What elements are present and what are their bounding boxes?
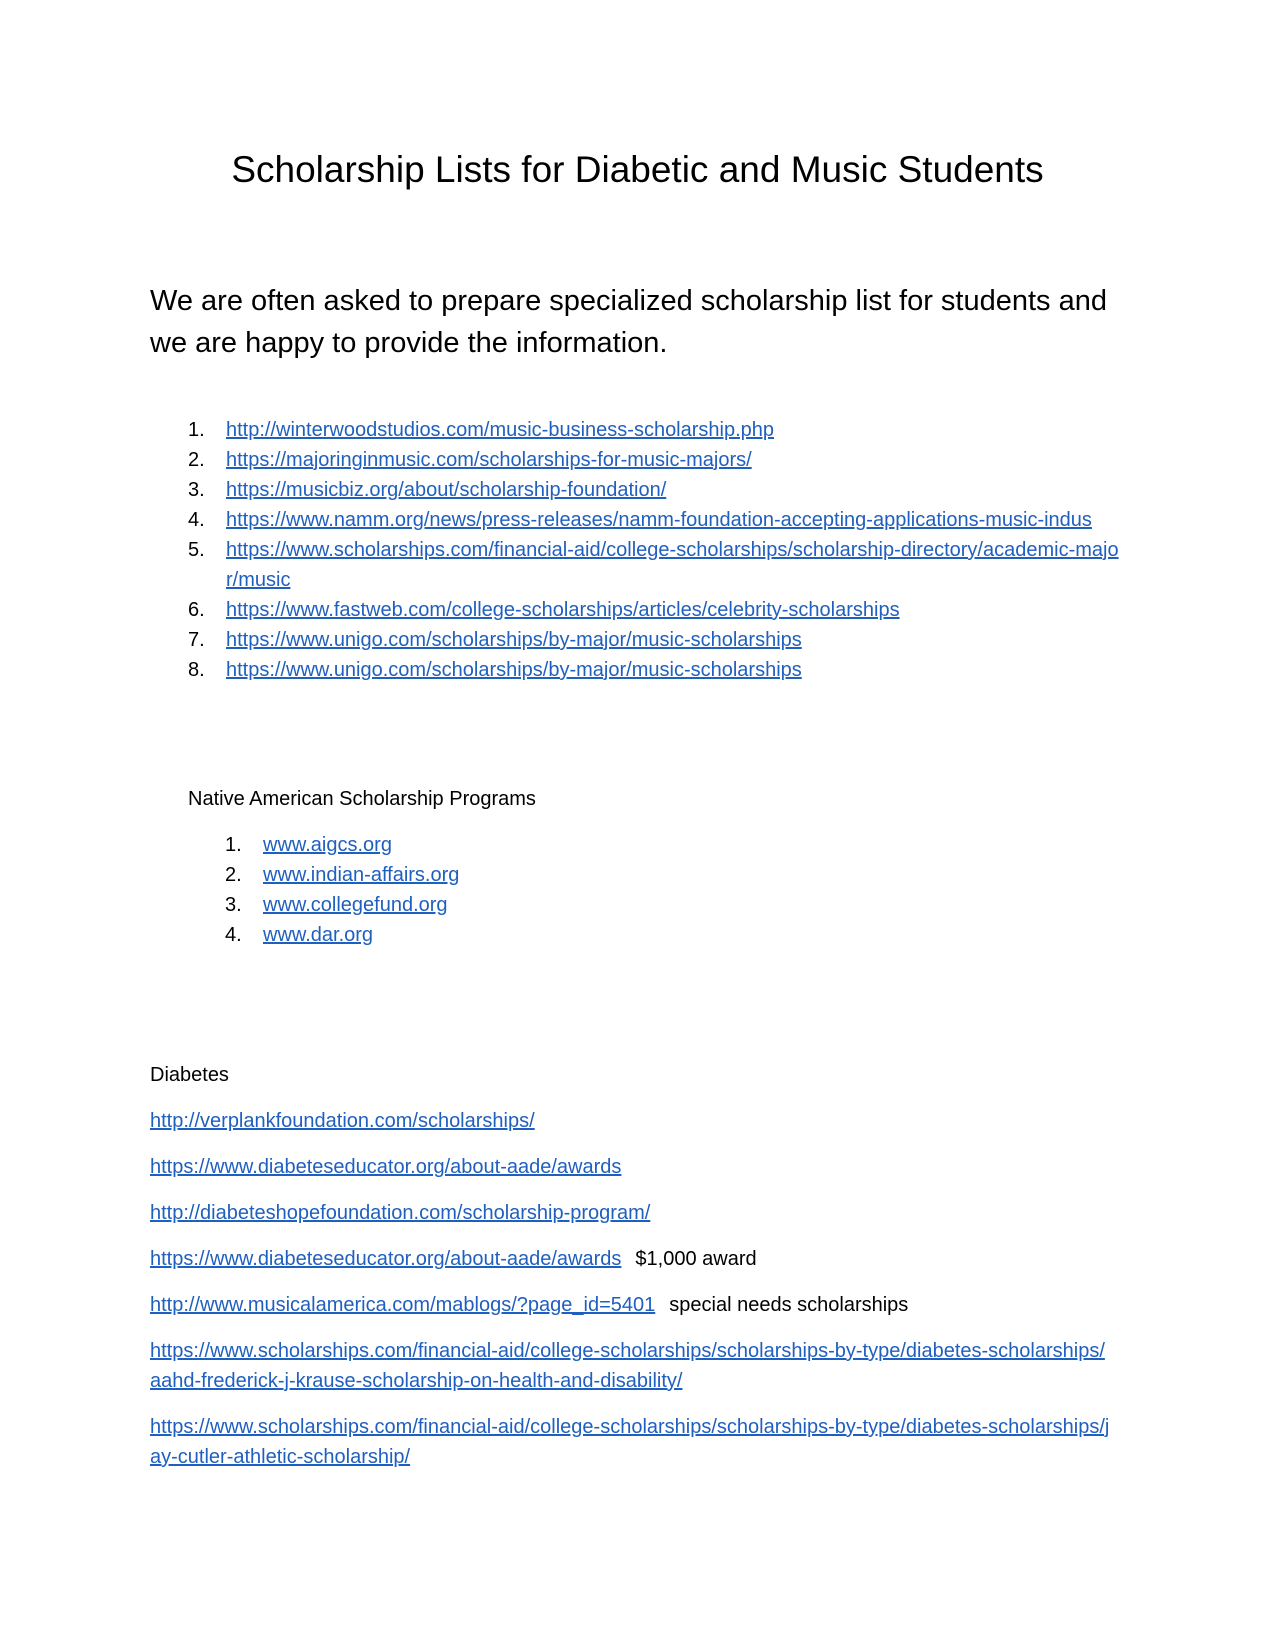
list-number: 1. bbox=[188, 419, 205, 441]
music-link-6[interactable]: https://www.fastweb.com/college-scholarships/articles/celebrity-scholarships bbox=[226, 599, 900, 621]
music-link-7[interactable]: https://www.unigo.com/scholarships/by-major/music-scholarships bbox=[226, 629, 802, 651]
diabetes-heading: Diabetes bbox=[150, 1064, 229, 1086]
diabetes-link-7[interactable]: https://www.scholarships.com/financial-aid/college-scholarships/scholarships-by-type/diabetes-scholarships/jay-cutler-athletic-scholarship/ bbox=[150, 1416, 1110, 1468]
list-item bbox=[188, 595, 1128, 625]
list-number: 4. bbox=[225, 924, 242, 946]
list-item bbox=[188, 505, 1128, 535]
award-note: $1,000 award bbox=[635, 1248, 757, 1270]
native-american-heading: Native American Scholarship Programs bbox=[188, 788, 536, 810]
list-number: 1. bbox=[225, 834, 242, 856]
native-american-list bbox=[225, 830, 825, 950]
diabetes-item bbox=[150, 1336, 1110, 1396]
music-link-1[interactable]: http://winterwoodstudios.com/music-business-scholarship.php bbox=[226, 419, 775, 441]
page-title: Scholarship Lists for Diabetic and Music Students bbox=[231, 149, 1044, 190]
list-number: 5. bbox=[188, 539, 205, 561]
list-number: 2. bbox=[188, 449, 205, 471]
music-link-3[interactable]: https://musicbiz.org/about/scholarship-foundation/ bbox=[226, 479, 667, 501]
list-item bbox=[225, 920, 825, 950]
diabetes-link-3[interactable]: http://diabeteshopefoundation.com/scholarship-program/ bbox=[150, 1202, 651, 1224]
native-link-4[interactable]: www.dar.org bbox=[263, 924, 374, 946]
diabetes-item bbox=[150, 1152, 1110, 1182]
diabetes-item bbox=[150, 1412, 1110, 1472]
list-item bbox=[225, 860, 825, 890]
list-number: 3. bbox=[188, 479, 205, 501]
list-number: 8. bbox=[188, 659, 205, 681]
list-item bbox=[225, 890, 825, 920]
list-number: 7. bbox=[188, 629, 205, 651]
native-link-3[interactable]: www.collegefund.org bbox=[263, 894, 448, 916]
list-item bbox=[225, 830, 825, 860]
intro-paragraph: We are often asked to prepare specialized scholarship list for students and we are happy to provide the information. bbox=[150, 285, 1107, 359]
music-link-5[interactable]: https://www.scholarships.com/financial-aid/college-scholarships/scholarship-directory/academic-major/music bbox=[226, 539, 1119, 591]
list-number: 4. bbox=[188, 509, 205, 531]
diabetes-item bbox=[150, 1290, 1110, 1320]
list-item bbox=[188, 445, 1128, 475]
music-link-8[interactable]: https://www.unigo.com/scholarships/by-major/music-scholarships bbox=[226, 659, 802, 681]
diabetes-item bbox=[150, 1198, 1110, 1228]
diabetes-item bbox=[150, 1244, 1110, 1274]
native-link-1[interactable]: www.aigcs.org bbox=[263, 834, 392, 856]
diabetes-link-2[interactable]: https://www.diabeteseducator.org/about-aade/awards bbox=[150, 1156, 622, 1178]
list-number: 2. bbox=[225, 864, 242, 886]
music-link-4[interactable]: https://www.namm.org/news/press-releases/namm-foundation-accepting-applications-music-indus bbox=[226, 509, 1092, 531]
diabetes-item bbox=[150, 1106, 1110, 1136]
diabetes-link-4[interactable]: https://www.diabeteseducator.org/about-aade/awards bbox=[150, 1248, 622, 1270]
diabetes-link-5[interactable]: http://www.musicalamerica.com/mablogs/?page_id=5401 bbox=[150, 1294, 656, 1316]
list-item bbox=[188, 625, 1128, 655]
special-needs-note: special needs scholarships bbox=[669, 1294, 909, 1316]
list-number: 3. bbox=[225, 894, 242, 916]
list-item bbox=[188, 655, 1128, 685]
list-item bbox=[188, 415, 1128, 445]
diabetes-link-6[interactable]: https://www.scholarships.com/financial-aid/college-scholarships/scholarships-by-type/diabetes-scholarships/aahd-frederick-j-krause-scholarship-on-health-and-disability/ bbox=[150, 1340, 1105, 1392]
list-item bbox=[188, 475, 1128, 505]
list-item bbox=[188, 535, 1128, 595]
music-link-2[interactable]: https://majoringinmusic.com/scholarships-for-music-majors/ bbox=[226, 449, 752, 471]
diabetes-link-1[interactable]: http://verplankfoundation.com/scholarships/ bbox=[150, 1110, 535, 1132]
list-number: 6. bbox=[188, 599, 205, 621]
native-link-2[interactable]: www.indian-affairs.org bbox=[263, 864, 460, 886]
music-scholarship-list bbox=[188, 415, 1128, 685]
